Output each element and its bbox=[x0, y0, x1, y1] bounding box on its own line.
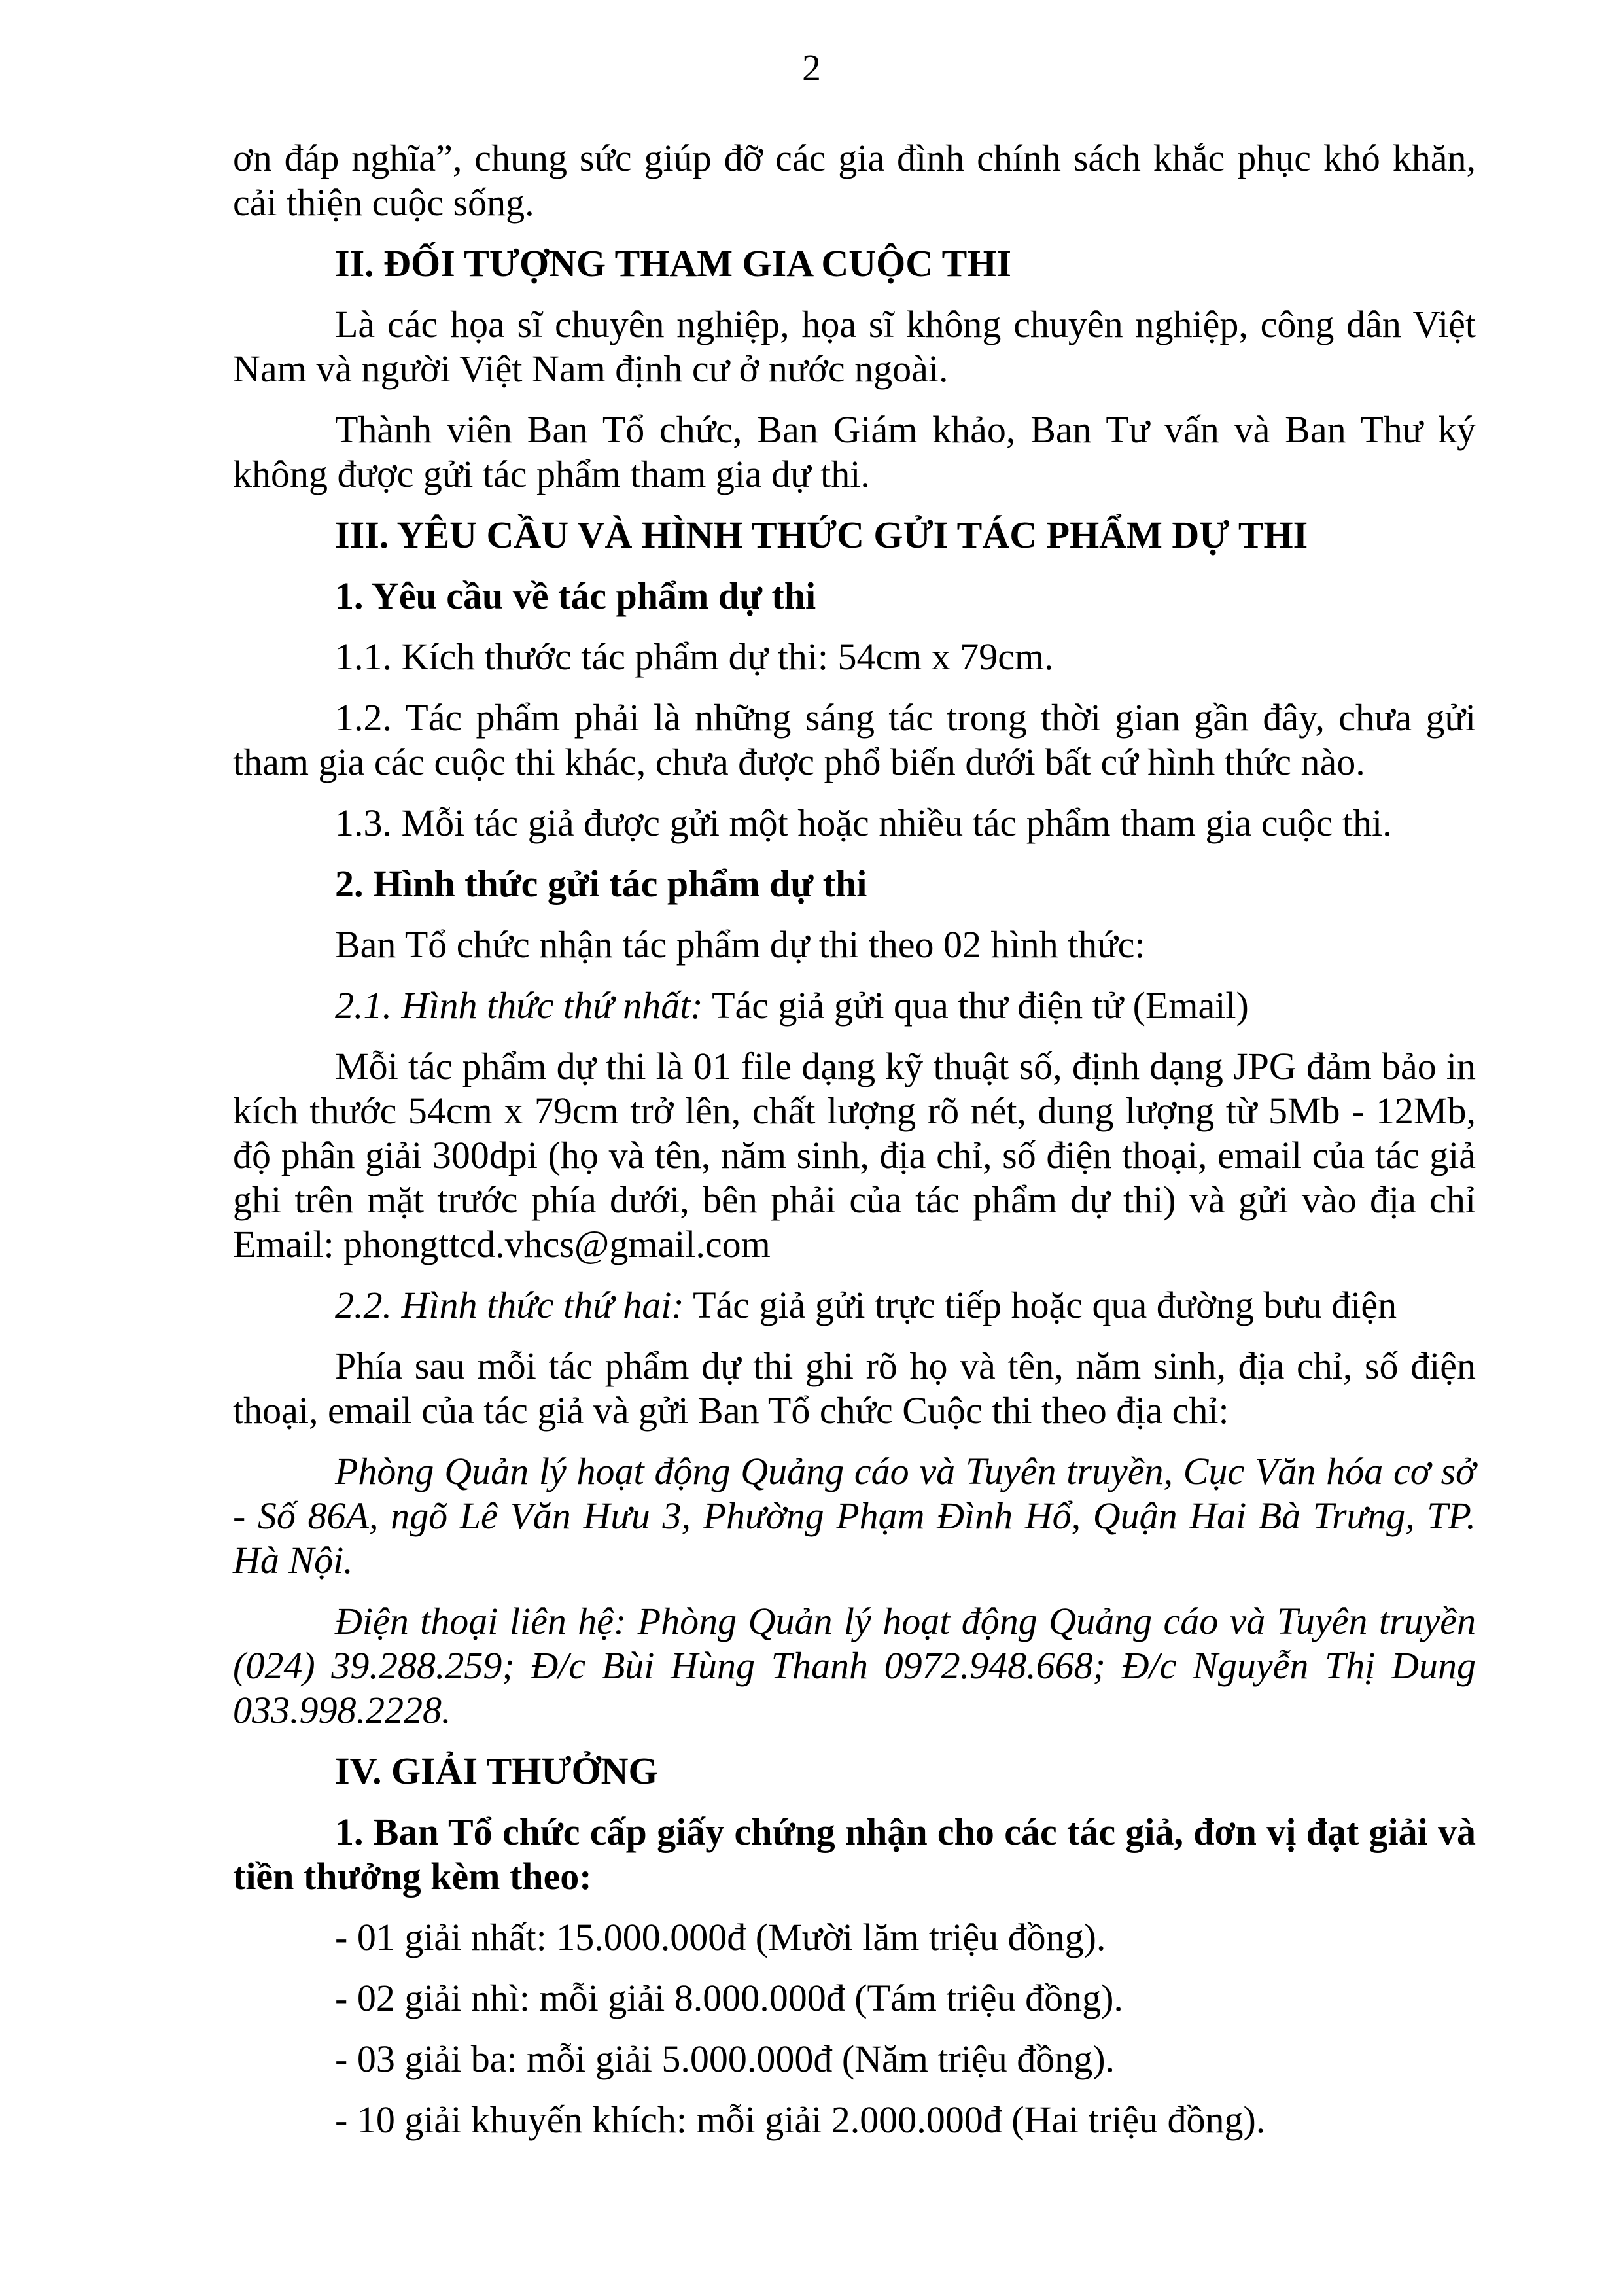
paragraph-email-details: Mỗi tác phẩm dự thi là 01 file dạng kỹ thuật số, định dạng JPG đảm bảo in kích thước 54cm x 79cm trở lên, chất lượng rõ nét, dung lượng từ 5Mb - 12Mb, độ phân giải 300dpi (họ và tên, năm sinh, địa chỉ, số điện thoại, email của tác giả ghi trên mặt trước phía dưới, bên phải của tác phẩm dự thi) và gửi vào địa chỉ Email: phongttcd.vhcs@gmail.com bbox=[233, 1045, 1476, 1265]
subheading-work-requirements: 1. Yêu cầu về tác phẩm dự thi bbox=[335, 574, 816, 617]
prize-first: - 01 giải nhất: 15.000.000đ (Mười lăm triệu đồng). bbox=[335, 1916, 1106, 1958]
paragraph-methods-intro: Ban Tổ chức nhận tác phẩm dự thi theo 02 hình thức: bbox=[335, 923, 1145, 966]
prize-second: - 02 giải nhì: mỗi giải 8.000.000đ (Tám triệu đồng). bbox=[335, 1977, 1123, 2019]
page-number: 2 bbox=[802, 46, 821, 89]
item-2-1-label: 2.1. Hình thức thứ nhất: bbox=[335, 984, 703, 1027]
item-2-2 bbox=[233, 1283, 1476, 1328]
paragraph-continuation: ơn đáp nghĩa”, chung sức giúp đỡ các gia đình chính sách khắc phục khó khăn, cải thiện cuộc sống. bbox=[233, 137, 1476, 224]
item-2-2-label: 2.2. Hình thức thứ hai: bbox=[335, 1284, 684, 1326]
section-heading-participants: II. ĐỐI TƯỢNG THAM GIA CUỘC THI bbox=[335, 242, 1011, 285]
paragraph-contact: Điện thoại liên hệ: Phòng Quản lý hoạt động Quảng cáo và Tuyên truyền (024) 39.288.259; Đ/c Bùi Hùng Thanh 0972.948.668; Đ/c Nguyễn Thị Dung 033.998.2228. bbox=[233, 1600, 1476, 1731]
item-2-2-text: Tác giả gửi trực tiếp hoặc qua đường bưu điện bbox=[693, 1284, 1397, 1326]
section-heading-prizes: IV. GIẢI THƯỞNG bbox=[335, 1750, 658, 1792]
item-1-2: 1.2. Tác phẩm phải là những sáng tác trong thời gian gần đây, chưa gửi tham gia các cuộc thi khác, chưa được phổ biến dưới bất cứ hình thức nào. bbox=[233, 696, 1476, 783]
item-1-1: 1.1. Kích thước tác phẩm dự thi: 54cm x 79cm. bbox=[335, 635, 1054, 678]
item-2-1-text: Tác giả gửi qua thư điện tử (Email) bbox=[712, 984, 1249, 1027]
paragraph-address: Phòng Quản lý hoạt động Quảng cáo và Tuyên truyền, Cục Văn hóa cơ sở - Số 86A, ngõ Lê Văn Hưu 3, Phường Phạm Đình Hổ, Quận Hai Bà Trưng, TP. Hà Nội. bbox=[233, 1450, 1476, 1581]
section-heading-requirements: III. YÊU CẦU VÀ HÌNH THỨC GỬI TÁC PHẨM DỰ THI bbox=[335, 514, 1308, 556]
subheading-submission-methods: 2. Hình thức gửi tác phẩm dự thi bbox=[335, 862, 867, 905]
paragraph-participants: Là các họa sĩ chuyên nghiệp, họa sĩ không chuyên nghiệp, công dân Việt Nam và người Việt Nam định cư ở nước ngoài. bbox=[233, 303, 1476, 390]
document-body bbox=[233, 136, 1476, 2159]
paragraph-postal-details: Phía sau mỗi tác phẩm dự thi ghi rõ họ và tên, năm sinh, địa chỉ, số điện thoại, email của tác giả và gửi Ban Tổ chức Cuộc thi theo địa chỉ: bbox=[233, 1345, 1476, 1432]
prize-encouragement: - 10 giải khuyến khích: mỗi giải 2.000.000đ (Hai triệu đồng). bbox=[335, 2098, 1266, 2141]
item-1-3: 1.3. Mỗi tác giả được gửi một hoặc nhiều tác phẩm tham gia cuộc thi. bbox=[335, 802, 1392, 844]
item-2-1 bbox=[233, 983, 1476, 1028]
prize-third: - 03 giải ba: mỗi giải 5.000.000đ (Năm triệu đồng). bbox=[335, 2038, 1115, 2080]
subheading-prize-certificates: 1. Ban Tổ chức cấp giấy chứng nhận cho các tác giả, đơn vị đạt giải và tiền thưởng kèm theo: bbox=[233, 1810, 1476, 1898]
paragraph-excluded-members: Thành viên Ban Tổ chức, Ban Giám khảo, Ban Tư vấn và Ban Thư ký không được gửi tác phẩm tham gia dự thi. bbox=[233, 408, 1476, 495]
